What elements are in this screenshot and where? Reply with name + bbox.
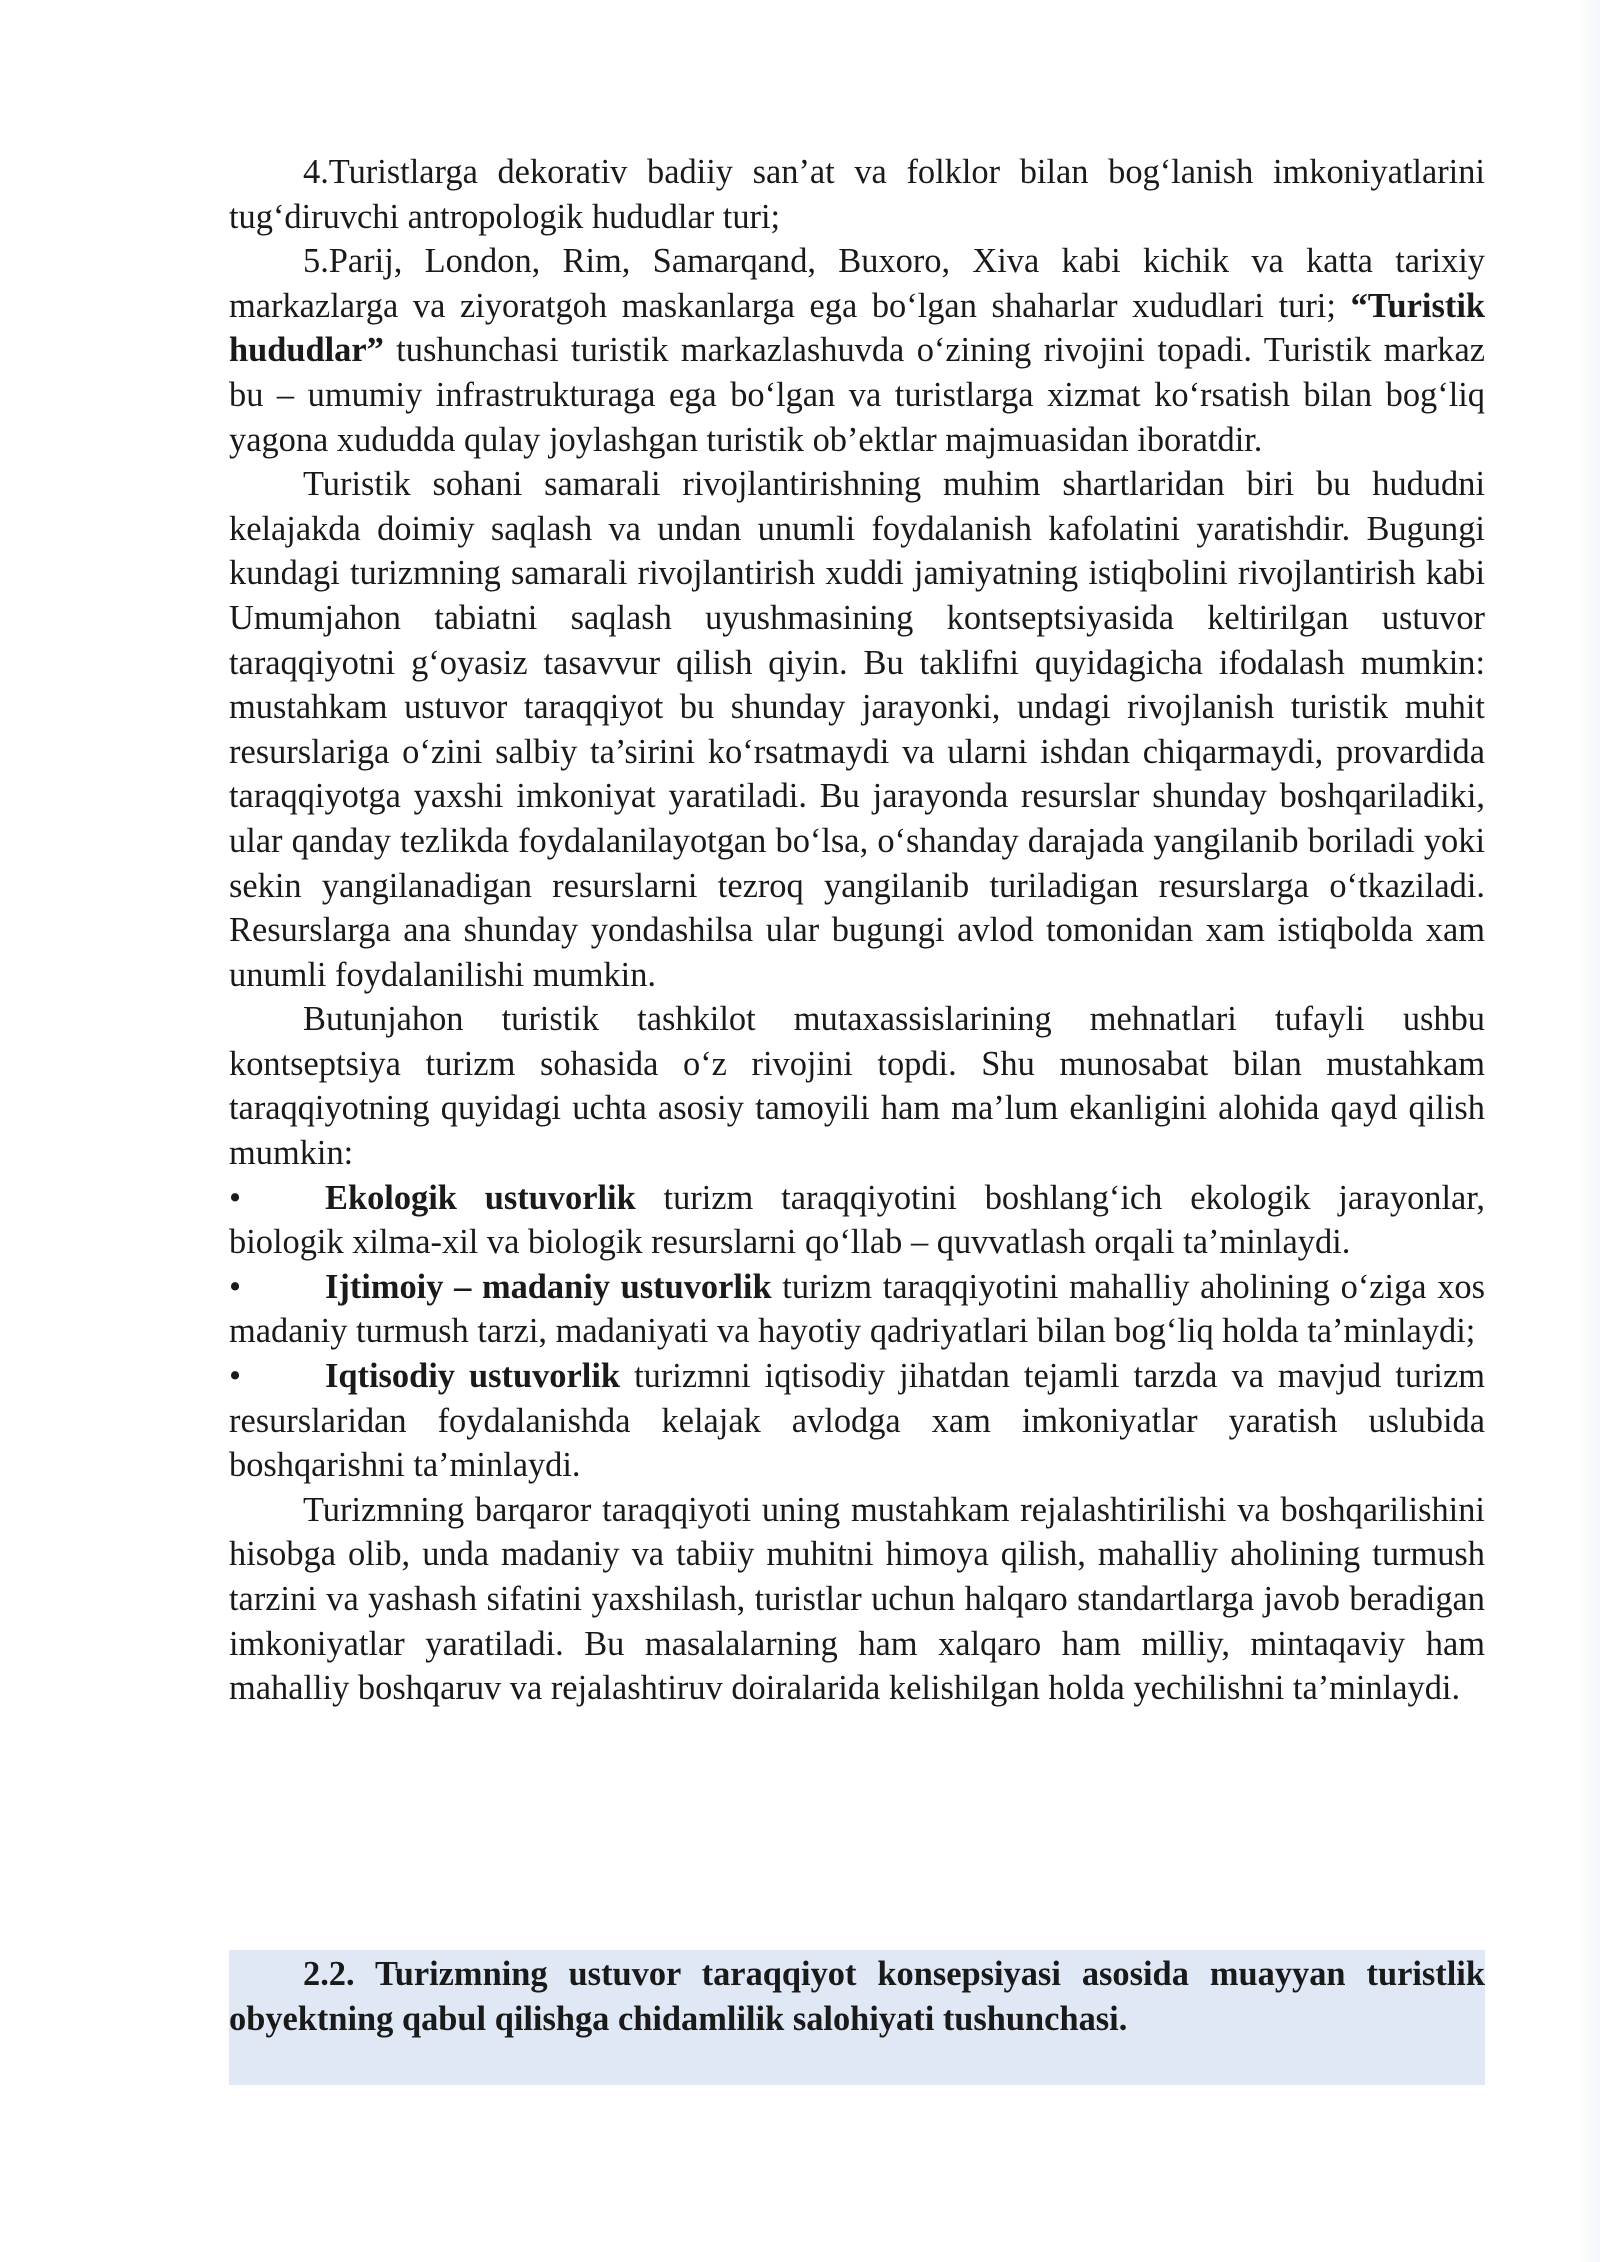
section-heading: 2.2. Turizmning ustuvor taraqqiyot konsepsiyasi asosida muayyan turistlik obyektning qabul qilishga chidamlilik salohiyati tushunchasi. — [229, 1955, 1485, 2038]
paragraph-item-5-text: 5.Parij, London, Rim, Samarqand, Buxoro, Xiva kabi kichik va katta tarixiy markazlarga va ziyoratgoh maskanlarga ega bo‘lgan shaharlar xududlari turi; — [229, 242, 1485, 325]
bullet-symbol: • — [229, 1357, 242, 1396]
paragraph-sustainability: Turistik sohani samarali rivojlantirishning muhim shartlaridan biri bu hududni kelajakda doimiy saqlash va undan unumli foydalanish kafolatini yaratishdir. Bugungi kundagi turizmning samarali rivojlantirish xuddi jamiyatning istiqbolini rivojlantirish kabi Umumjahon tabiatni saqlash uyushmasining kontseptsiyasida keltirilgan ustuvor taraqqiyotni g‘oyasiz tasavvur qilish qiyin. Bu taklifni quyidagicha ifodalash mumkin: mustahkam ustuvor taraqqiyot bu shunday jarayonki, undagi rivojlanish turistik muhit resurslariga o‘zini salbiy ta’sirini ko‘rsatmaydi va ularni ishdan chiqarmaydi, provardida taraqqiyotga yaxshi imkoniyat yaratiladi. Bu jarayonda resurslar shunday boshqariladiki, ular qanday tezlikda foydalanilayotgan bo‘lsa, o‘shanday darajada yangilanib boriladi yoki sekin yangilanadigan resurslarni tezroq yangilanib turiladigan resurslarga o‘tkaziladi. Resurslarga ana shunday yondashilsa ular bugungi avlod tomonidan xam istiqbolda xam unumli foydalanilishi mumkin. — [229, 465, 1485, 994]
paragraph-sustainable-development: Turizmning barqaror taraqqiyoti uning mustahkam rejalashtirilishi va boshqarilishini hisobga olib, unda madaniy va tabiiy muhitni himoya qilish, mahalliy aholining turmush tarzini va yashash sifatini yaxshilash, turistlar uchun halqaro standartlarga javob beradigan imkoniyatlar yaratiladi. Bu masalalarning ham xalqaro ham milliy, mintaqaviy ham mahalliy boshqaruv va rejalashtiruv doiralarida kelishilgan holda yechilishni ta’minlaydi. — [229, 1490, 1485, 1708]
bullet-social-cultural-text: turizm taraqqiyotini mahalliy aholining o‘ziga xos madaniy turmush tarzi, madaniyati va hayotiy qadriyatlari bilan bog‘liq holda ta’minlaydi; — [229, 1267, 1485, 1351]
bullet-social-cultural-term: Ijtimoiy – madaniy ustuvorlik — [325, 1267, 772, 1306]
section-heading-box — [229, 1950, 1485, 2085]
bullet-economic-term: Iqtisodiy ustuvorlik — [325, 1357, 621, 1396]
paragraph-item-5 — [229, 239, 1485, 462]
bullet-symbol: • — [229, 1178, 242, 1217]
bullet-economic — [229, 1354, 1485, 1488]
paragraph-item-4: 4.Turistlarga dekorativ badiiy san’at va folklor bilan bog‘lanish imkoniyatlarini tug‘diruvchi antropologik hududlar turi; — [229, 153, 1485, 236]
term-turistik-hududlar: “Turistik hududlar” — [229, 286, 1486, 370]
page-edge — [1578, 0, 1600, 2262]
bullet-ecological-text: turizm taraqqiyotini boshlang‘ich ekologik jarayonlar, biologik xilma-xil va biologik resurslarni qo‘llab – quvvatlash orqali ta’minlaydi. — [229, 1178, 1485, 1262]
bullet-economic-text: turizmni iqtisodiy jihatdan tejamli tarzda va mavjud turizm resurslaridan foydalanishda kelajak avlodga xam imkoniyatlar yaratish uslubida boshqarishni ta’minlaydi. — [229, 1357, 1485, 1485]
paragraph-item-5-rest: tushunchasi turistik markazlashuvda o‘zining rivojini topadi. Turistik markaz bu – umumiy infrastrukturaga ega bo‘lgan va turistlarga xizmat ko‘rsatish bilan bog‘liq yagona xududda qulay joylashgan turistik ob’ektlar majmuasidan iboratdir. — [229, 331, 1485, 459]
bullet-social-cultural — [229, 1265, 1485, 1354]
bullet-ecological — [229, 1176, 1485, 1265]
document-body — [229, 150, 1485, 1711]
bullet-ecological-term: Ekologik ustuvorlik — [325, 1178, 636, 1217]
bullet-symbol: • — [229, 1267, 242, 1306]
paragraph-wto-concept: Butunjahon turistik tashkilot mutaxassislarining mehnatlari tufayli ushbu kontseptsiya turizm sohasida o‘z rivojini topdi. Shu munosabat bilan mustahkam taraqqiyotning quyidagi uchta asosiy tamoyili ham ma’lum ekanligini alohida qayd qilish mumkin: — [229, 1000, 1485, 1173]
